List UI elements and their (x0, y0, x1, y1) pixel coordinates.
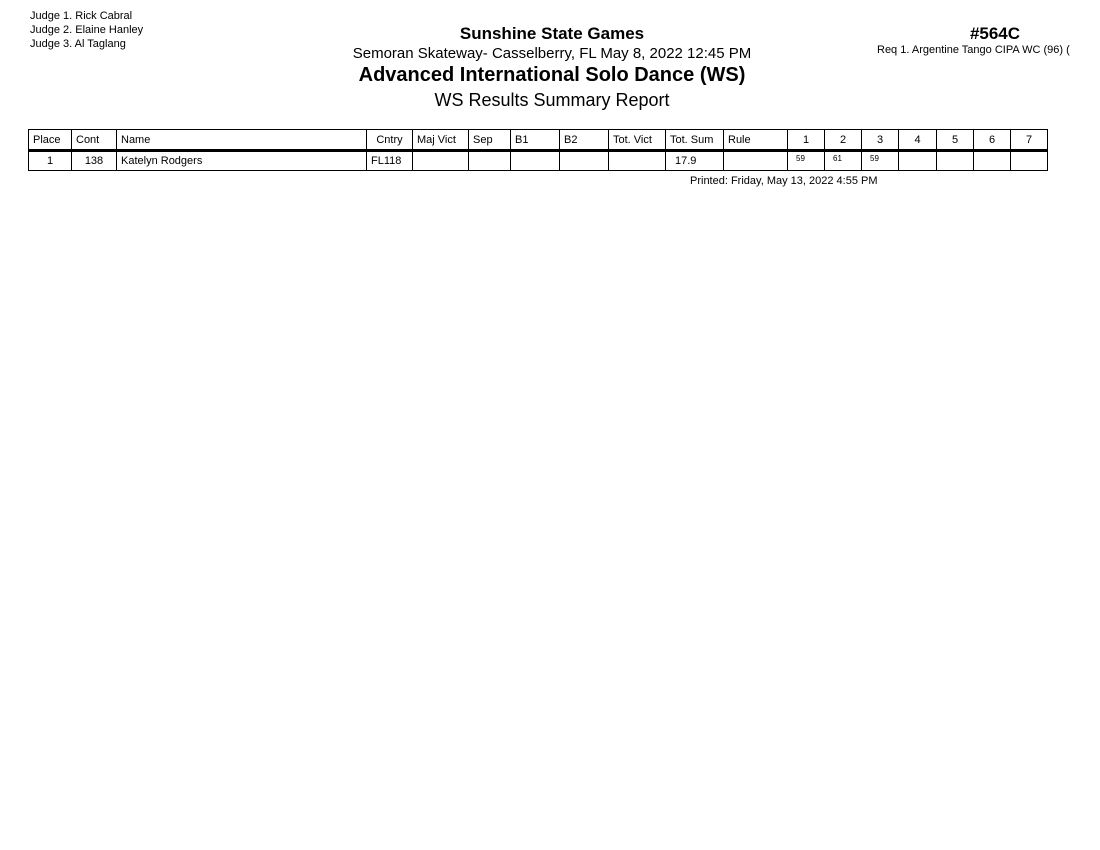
col-sep: Sep (469, 130, 511, 151)
judge-3-score: 59 (862, 151, 899, 171)
cont-cell: 138 (72, 151, 117, 171)
judge-3: Judge 3. Al Taglang (30, 38, 126, 50)
b1-cell (511, 151, 560, 171)
col-tot-sum: Tot. Sum (666, 130, 724, 151)
col-judge-4: 4 (899, 130, 937, 151)
judge-2: Judge 2. Elaine Hanley (30, 24, 144, 36)
judge-1-score: 59 (788, 151, 825, 171)
event-title: Sunshine State Games (459, 24, 645, 43)
col-judge-7: 7 (1011, 130, 1048, 151)
col-judge-5: 5 (937, 130, 974, 151)
col-cntry: Cntry (367, 130, 413, 151)
rule-cell (724, 151, 788, 171)
col-place: Place (29, 130, 72, 151)
header-row (29, 130, 1048, 151)
category-title: Advanced International Solo Dance (WS) (358, 64, 746, 86)
sep-cell (469, 151, 511, 171)
col-b2: B2 (560, 130, 609, 151)
report-title: WS Results Summary Report (434, 90, 670, 110)
col-tot-vict: Tot. Vict (609, 130, 666, 151)
tot-vict-cell (609, 151, 666, 171)
col-judge-3: 3 (862, 130, 899, 151)
judge-4-score (899, 151, 937, 171)
col-b1: B1 (511, 130, 560, 151)
tot-sum-cell: 17.9 (666, 151, 724, 171)
col-cont: Cont (72, 130, 117, 151)
col-name: Name (117, 130, 367, 151)
maj-vict-cell (413, 151, 469, 171)
col-judge-2: 2 (825, 130, 862, 151)
judge-2-score: 61 (825, 151, 862, 171)
judge-5-score (937, 151, 974, 171)
judge-1: Judge 1. Rick Cabral (30, 10, 133, 22)
event-number: #564C (969, 24, 1021, 43)
b2-cell (560, 151, 609, 171)
results-table (28, 129, 1048, 171)
judge-7-score (1011, 151, 1048, 171)
col-maj-vict: Maj Vict (413, 130, 469, 151)
cntry-cell: FL118 (367, 151, 413, 171)
table-row (29, 151, 1048, 171)
col-rule: Rule (724, 130, 788, 151)
requirement: Req 1. Argentine Tango CIPA WC (96) ( (877, 44, 1070, 56)
col-judge-6: 6 (974, 130, 1011, 151)
printed-timestamp: Printed: Friday, May 13, 2022 4:55 PM (690, 175, 878, 187)
venue-date: Semoran Skateway- Casselberry, FL May 8, 2022 12:45 PM (352, 45, 752, 62)
place-cell: 1 (29, 151, 72, 171)
judge-6-score (974, 151, 1011, 171)
name-cell: Katelyn Rodgers (117, 151, 367, 171)
col-judge-1: 1 (788, 130, 825, 151)
